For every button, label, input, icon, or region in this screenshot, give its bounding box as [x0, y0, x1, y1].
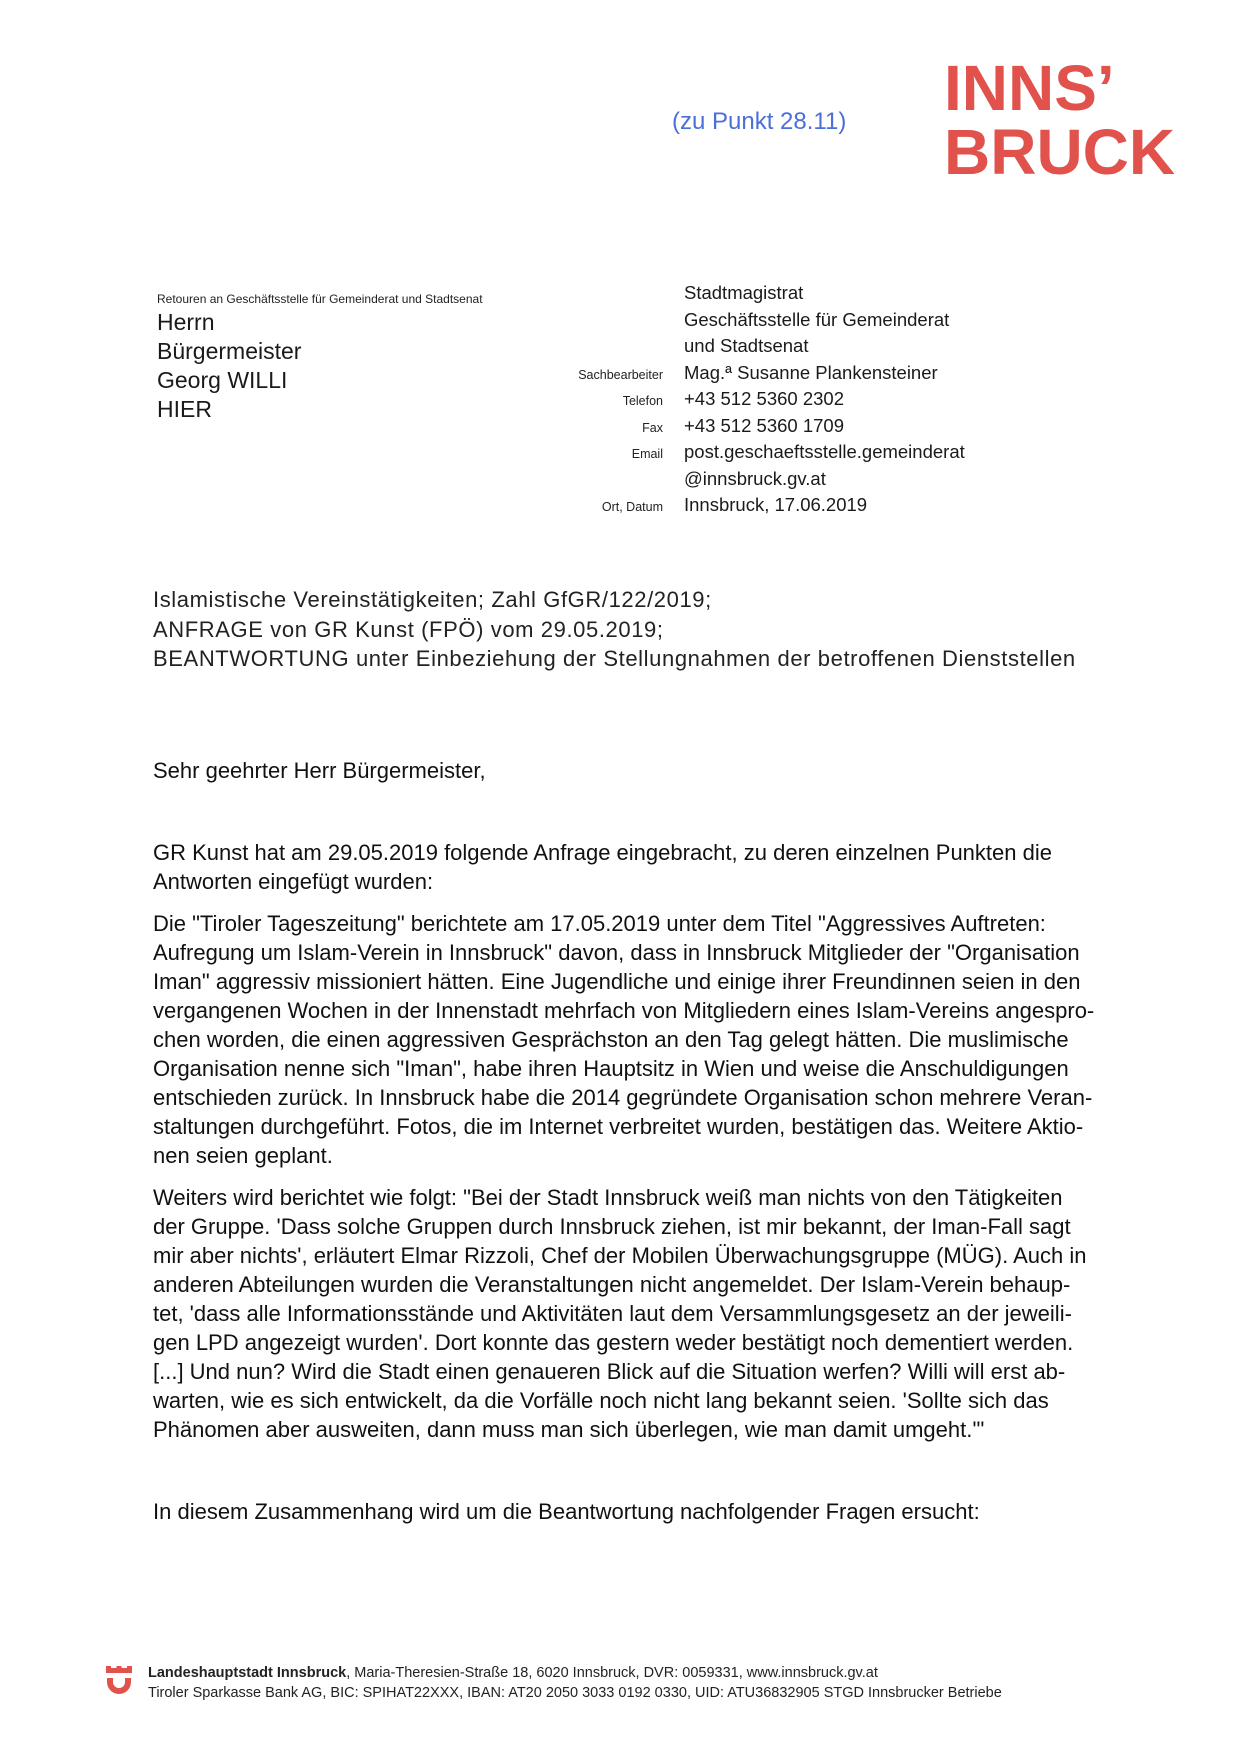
sender-value: Mag.ª Susanne Plankensteiner	[684, 361, 938, 383]
footer-bank-line: Tiroler Sparkasse Bank AG, BIC: SPIHAT22XXX, IBAN: AT20 2050 3033 0192 0330, UID: ATU36832905 STGD Innsbrucker Betriebe	[148, 1685, 1002, 1701]
agenda-reference: (zu Punkt 28.11)	[672, 108, 847, 135]
paragraph-line: warten, wie es sich entwickelt, da die Vorfälle noch nicht lang bekannt seien. 'Sollte sich das	[153, 1388, 1049, 1413]
paragraph-quote	[153, 1183, 1143, 1444]
sender-label: Sachbearbeiter	[578, 367, 663, 382]
sender-label: Telefon	[622, 394, 663, 408]
innsbruck-logo	[944, 58, 1184, 180]
footer-address-line	[148, 1663, 1002, 1683]
sender-label: Fax	[642, 420, 663, 435]
paragraph-line: tet, 'dass alle Informationsstände und Aktivitäten laut dem Versammlungsgesetz an der jeweili-	[153, 1301, 1072, 1326]
sender-row	[560, 362, 1120, 389]
paragraph-line: entschieden zurück. In Innsbruck habe die 2014 gegründete Organisation schon mehrere Veran-	[153, 1085, 1093, 1110]
recipient-line: Herrn	[157, 309, 215, 335]
return-address-line: Retouren an Geschäftsstelle für Gemeinderat und Stadtsenat	[157, 292, 483, 306]
paragraph-line: Phänomen aber ausweiten, dann muss man sich überlegen, wie man damit umgeht.'"	[153, 1417, 985, 1442]
sender-info	[560, 282, 1120, 521]
sender-value: @innsbruck.gv.at	[684, 467, 826, 489]
paragraph-newspaper-report	[153, 909, 1143, 1170]
footer-address: , Maria-Theresien-Straße 18, 6020 Innsbruck, DVR: 0059331, www.innsbruck.gv.at	[346, 1665, 878, 1681]
sender-row	[560, 468, 1120, 495]
paragraph-line: Die "Tiroler Tageszeitung" berichtete am 17.05.2019 unter dem Titel "Aggressives Auftreten:	[153, 911, 1046, 936]
sender-row	[560, 441, 1120, 468]
sender-value: Innsbruck, 17.06.2019	[684, 494, 868, 515]
paragraph-intro	[153, 838, 1143, 896]
paragraph-line: anderen Abteilungen wurden die Veranstaltungen nicht angemeldet. Der Islam-Verein behaup-	[153, 1272, 1071, 1297]
logo-text-line2: BRUCK	[944, 116, 1176, 180]
sender-row	[560, 388, 1120, 415]
recipient-line: Bürgermeister	[157, 338, 302, 364]
greeting: Sehr geehrter Herr Bürgermeister,	[153, 758, 486, 783]
recipient-address	[157, 308, 301, 424]
sender-value: und Stadtsenat	[684, 335, 809, 356]
logo-text-line1: INNS’	[944, 58, 1115, 124]
sender-label: Email	[631, 447, 663, 461]
paragraph-line: Weiters wird berichtet wie folgt: "Bei der Stadt Innsbruck weiß man nichts von den Tätigkeiten	[153, 1185, 1063, 1210]
subject-line: BEANTWORTUNG unter Einbeziehung der Stellungnahmen der betroffenen Dienststellen	[153, 646, 1076, 671]
footer-text	[148, 1663, 1002, 1703]
sender-row	[560, 309, 1120, 336]
sender-value: +43 512 5360 1709	[684, 414, 844, 436]
paragraph-line: Organisation nenne sich "Iman", habe ihren Hauptsitz in Wien und weise die Anschuldigungen	[153, 1056, 1069, 1081]
subject-line: Islamistische Vereinstätigkeiten; Zahl GfGR/122/2019;	[153, 587, 712, 612]
sender-value: Stadtmagistrat	[684, 282, 804, 303]
paragraph-line: vergangenen Wochen in der Innenstadt mehrfach von Mitgliedern eines Islam-Vereins angespro-	[153, 998, 1095, 1023]
paragraph-line: GR Kunst hat am 29.05.2019 folgende Anfrage eingebracht, zu deren einzelnen Punkten die	[153, 840, 1052, 865]
sender-row	[560, 415, 1120, 442]
paragraph-line: Aufregung um Islam-Verein in Innsbruck" davon, dass in Innsbruck Mitglieder der "Organisation	[153, 940, 1080, 965]
sender-row	[560, 282, 1120, 309]
paragraph-line: chen worden, die einen aggressiven Gesprächston an den Tag gelegt hätten. Die muslimische	[153, 1027, 1069, 1052]
recipient-line: HIER	[157, 396, 212, 422]
city-emblem-icon	[104, 1665, 134, 1695]
paragraph-line: [...] Und nun? Wird die Stadt einen genaueren Blick auf die Situation werfen? Willi will erst ab-	[153, 1359, 1066, 1384]
sender-value: Geschäftsstelle für Gemeinderat	[684, 308, 950, 330]
paragraph-line: gen LPD angezeigt wurden'. Dort konnte das gestern weder bestätigt noch dementiert werden.	[153, 1330, 1074, 1355]
paragraph-line: mir aber nichts', erläutert Elmar Rizzoli, Chef der Mobilen Überwachungsgruppe (MÜG). Auch in	[153, 1243, 1087, 1268]
sender-value: +43 512 5360 2302	[684, 388, 844, 409]
subject-line: ANFRAGE von GR Kunst (FPÖ) vom 29.05.2019;	[153, 616, 664, 642]
sender-label: Ort, Datum	[601, 500, 663, 514]
paragraph-line: der Gruppe. 'Dass solche Gruppen durch Innsbruck ziehen, ist mir bekannt, der Iman-Fall sagt	[153, 1214, 1071, 1239]
paragraph-line: Iman" aggressiv missioniert hätten. Eine Jugendliche und einige ihrer Freundinnen seien in den	[153, 969, 1081, 994]
recipient-line: Georg WILLI	[157, 367, 288, 393]
footer-org-name: Landeshauptstadt Innsbruck	[148, 1665, 347, 1681]
sender-row	[560, 335, 1120, 362]
subject-block	[153, 585, 1076, 674]
paragraph-line: nen seien geplant.	[153, 1143, 333, 1168]
paragraph-questions-intro: In diesem Zusammenhang wird um die Beantwortung nachfolgender Fragen ersucht:	[153, 1499, 980, 1524]
sender-row	[560, 494, 1120, 521]
paragraph-line: Antworten eingefügt wurden:	[153, 869, 434, 894]
paragraph-line: staltungen durchgeführt. Fotos, die im Internet verbreitet wurden, bestätigen das. Weitere Aktio-	[153, 1114, 1084, 1139]
sender-value: post.geschaeftsstelle.gemeinderat	[684, 441, 965, 462]
